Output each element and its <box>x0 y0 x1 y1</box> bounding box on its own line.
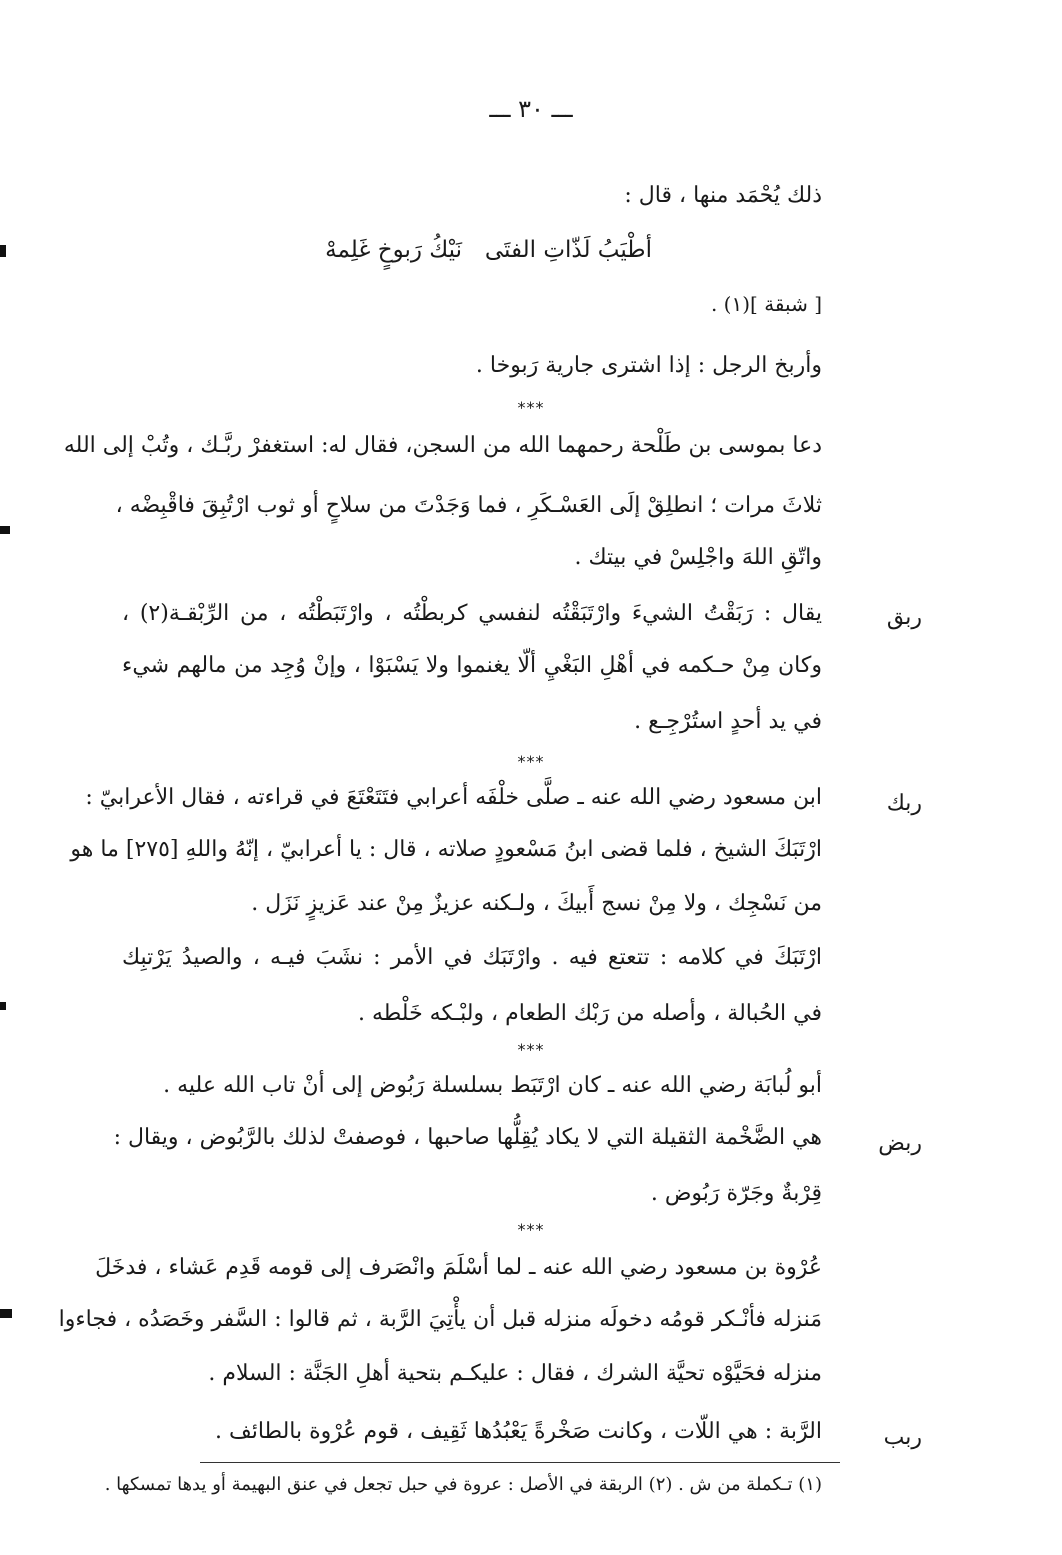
text-line: وكان مِنْ حـكمه في أهْلِ البَغْيِ ألّا يغنموا ولا يَسْبَوْا ، وإنْ وُجِد من مالهم شيء <box>122 653 822 678</box>
root-label: ربض <box>878 1131 922 1156</box>
root-label: ربب <box>883 1425 922 1450</box>
section-separator: *** <box>517 1220 545 1239</box>
root-label: ربك <box>886 791 922 816</box>
footnotes: (١) تـكملة من ش . (٢) الربقة في الأصل : عروة في حبل تجعل في عنق البهيمة أو يدها تمسكها . <box>104 1474 822 1495</box>
footnote-rule <box>200 1462 840 1463</box>
page-number: ـــ ٣٠ ـــ <box>489 95 573 123</box>
text-line: يقال : رَبَقْتُ الشيءَ وارْتَبَقْتُه لنفسي كربطْتُه ، وارْتَبَطْتُه ، من الرِّبْقـة(٢) ، <box>122 601 822 626</box>
text-line: في الحُبالة ، وأصله من رَبْك الطعام ، ولبْـكه خَلْطه . <box>357 1001 822 1026</box>
bracket-note: [ شبقة ](١) . <box>710 292 822 316</box>
verse-hemistich: نَيْكُ رَبوخٍ غَلِمهْ <box>325 237 462 263</box>
text-line: عُرْوة بن مسعود رضي الله عنه ـ لما أسْلَمَ وانْصَرف إلى قومه قَدِم عَشاء ، فدخَلَ <box>95 1255 822 1280</box>
text-line: أبو لُبابَة رضي الله عنه ـ كان ارْتَبَط بسلسلة رَبُوض إلى أنْ تاب الله عليه . <box>163 1073 822 1098</box>
text-line: منزله فحَيَّوْه تحيَّة الشرك ، فقال : عليكـم بتحية أهلِ الجَنَّة : السلام . <box>208 1361 822 1386</box>
scan-mark <box>0 245 6 257</box>
text-line: في يد أحدٍ استُرْجِـع . <box>634 709 822 734</box>
text-line: ارْتَبَكَ الشيخ ، فلما قضى ابنُ مَسْعودٍ صلاته ، قال : يا أعرابيّ ، إنّهُ واللهِ [٢٧٥] ما هو <box>70 837 822 862</box>
section-separator: *** <box>517 752 545 771</box>
text-line: هي الضَّخْمة الثقيلة التي لا يكاد يُقِلُّها صاحبها ، فوصفتْ لذلك بالرَّبُوض ، ويقال : <box>113 1125 822 1150</box>
scan-mark <box>0 526 10 534</box>
text-line: ذلك يُحْمَد منها ، قال : <box>624 183 822 208</box>
text-line: من نَسْجِك ، ولا مِنْ نسج أَبيكَ ، ولـكنه عزيزٌ مِنْ عند عَزيزٍ نَزَل . <box>251 891 822 916</box>
text-line: ثلاثَ مرات ؛ انطلِقْ إلَى العَسْـكَرِ ، فما وَجَدْتَ من سلاحٍ أو ثوب ارْتُبِقَ فاقْبِضْه ، <box>115 493 822 518</box>
text-line: وأربخ الرجل : إذا اشترى جارية رَبوخا . <box>475 353 822 378</box>
text-line: الرَّبة : هي اللّات ، وكانت صَخْرةً يَعْبُدُها ثَقِيف ، قوم عُرْوة بالطائف . <box>214 1419 822 1444</box>
scan-mark <box>0 1309 12 1318</box>
text-line: ارْتَبَكَ في كلامه : تتعتع فيه . وارْتَبَك في الأمر : نشَبَ فيـه ، والصيدُ يَرْتبِك <box>122 945 822 970</box>
text-line: ابن مسعود رضي الله عنه ـ صلَّى خلْفَه أعرابي فتَتَعْتَعَ في قراءته ، فقال الأعرابيّ : <box>85 785 822 810</box>
text-line: دعا بموسى بن طَلْحة رحمهما الله من السجن، فقال له: استغفرْ ربَّـك ، وتُبْ إلى الله <box>63 433 822 458</box>
root-label: ربق <box>886 605 922 630</box>
text-line: قِرْبةٌ وجَرّة رَبُوض . <box>650 1181 822 1206</box>
scan-mark <box>0 1002 6 1010</box>
verse-hemistich: أطْيَبُ لَذّاتِ الفتَى <box>484 237 652 263</box>
section-separator: *** <box>517 398 545 417</box>
text-line: مَنزله فأنْـكر قومُه دخولَه منزله قبل أن يأْتِيَ الرَّبة ، ثم قالوا : السَّفر وخَصَدُه ، فجاءوا <box>58 1307 822 1332</box>
text-line: واتّقِ اللهَ واجْلِسْ في بيتك . <box>574 545 822 570</box>
section-separator: *** <box>517 1040 545 1059</box>
